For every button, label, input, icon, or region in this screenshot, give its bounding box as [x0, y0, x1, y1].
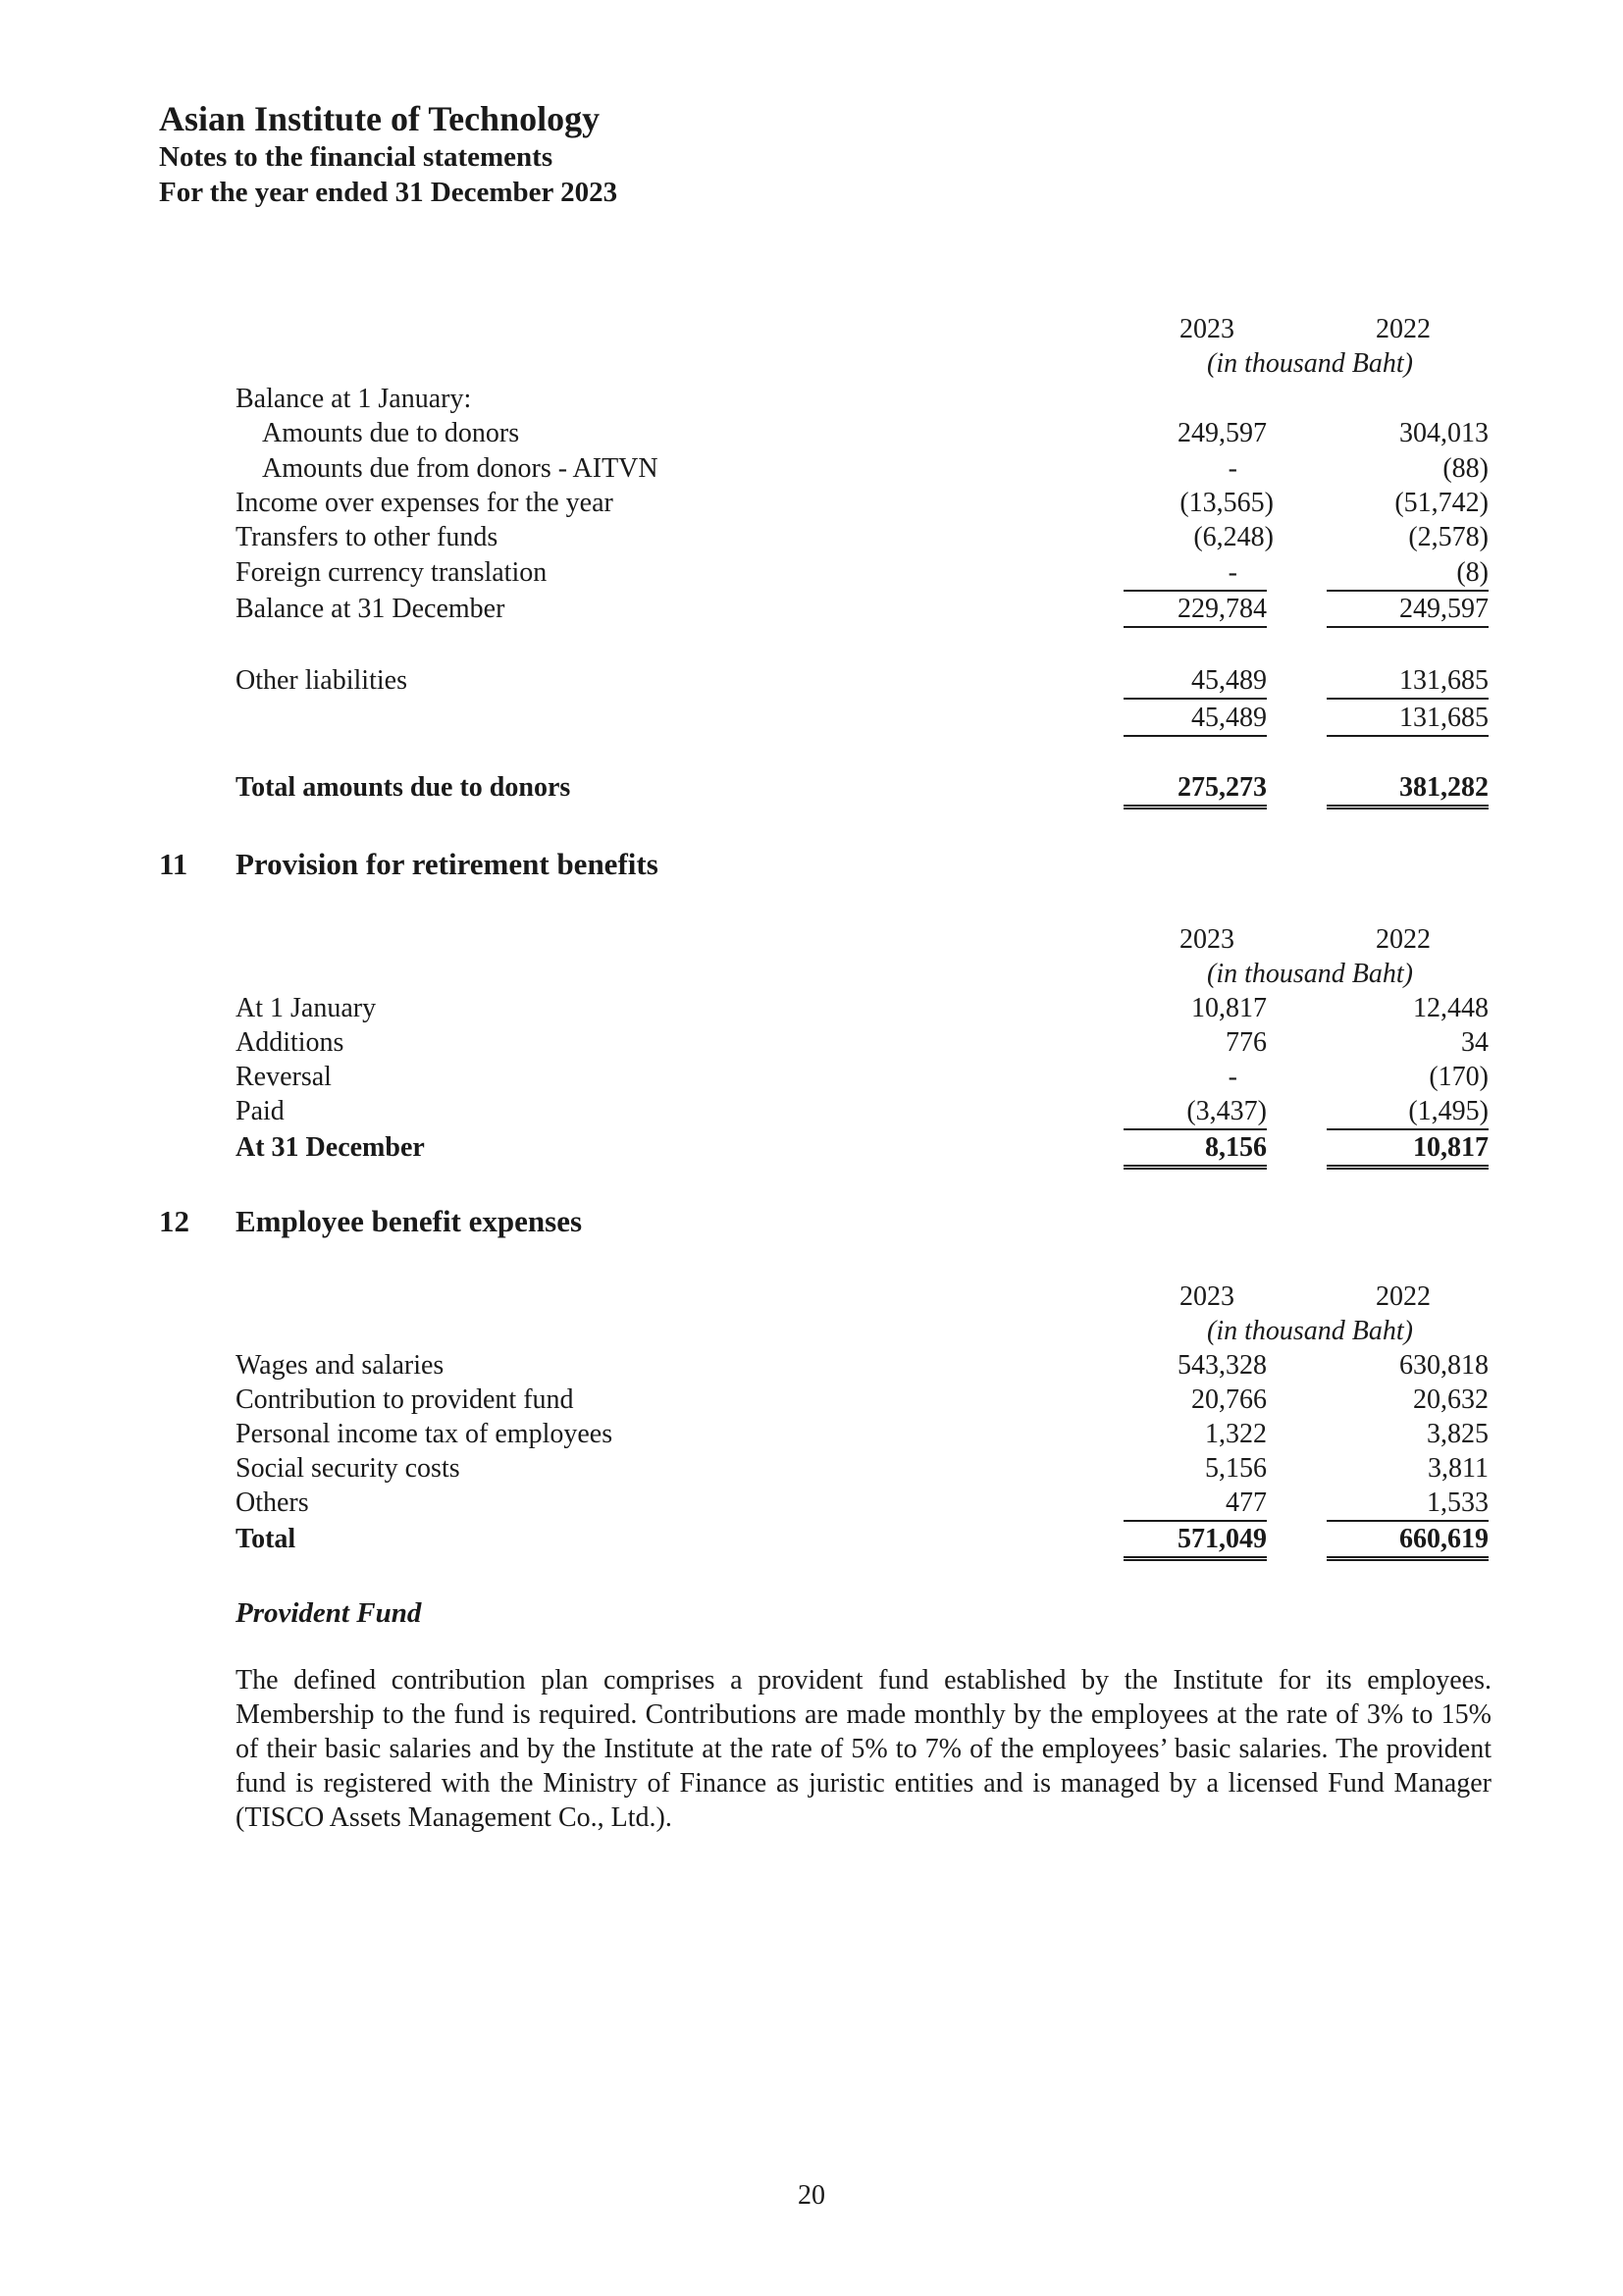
row-label: Contribution to provident fund: [236, 1384, 574, 1415]
table-row: [0, 1451, 1623, 1486]
value-2023: -: [1228, 453, 1237, 484]
subtotal-row: [0, 701, 1623, 735]
row-label: At 1 January: [236, 993, 377, 1023]
table-row: [0, 555, 1623, 590]
reporting-period: For the year ended 31 December 2023: [159, 177, 618, 208]
donors-column-header: [0, 312, 1623, 346]
value-2022: (88): [1442, 453, 1489, 484]
value-2022: 630,818: [1399, 1350, 1489, 1381]
value-2023: 249,597: [1178, 418, 1267, 448]
table-row: [0, 1383, 1623, 1417]
row-label: Transfers to other funds: [236, 522, 498, 552]
value-2022: 20,632: [1413, 1384, 1489, 1415]
total-row: [0, 1522, 1623, 1556]
table-row: [0, 592, 1623, 626]
table-row: [0, 486, 1623, 520]
value-2023: 543,328: [1178, 1350, 1267, 1381]
employee-column-header: [0, 1279, 1623, 1314]
row-label: Wages and salaries: [236, 1350, 445, 1381]
page-number: 20: [798, 2180, 825, 2211]
value-2022: (1,495): [1327, 1094, 1489, 1130]
employee-col-2022: 2022: [1376, 1281, 1431, 1312]
section-number: 12: [159, 1204, 189, 1238]
value-2022: 131,685: [1327, 663, 1489, 700]
retirement-col-2023: 2023: [1179, 924, 1234, 955]
total-2022: 660,619: [1327, 1522, 1489, 1561]
total-2022: 381,282: [1327, 770, 1489, 809]
total-label: At 31 December: [236, 1132, 425, 1163]
organization-name: Asian Institute of Technology: [159, 99, 601, 138]
value-2023: 20,766: [1191, 1384, 1267, 1415]
retirement-units: (in thousand Baht): [1207, 959, 1413, 989]
row-label: Others: [236, 1487, 309, 1518]
value-2023: -: [1228, 1062, 1237, 1092]
donors-col-2023: 2023: [1179, 314, 1234, 344]
provident-fund-title: Provident Fund: [236, 1597, 422, 1629]
subtotal-2023: 45,489: [1124, 701, 1267, 737]
value-2022: 12,448: [1413, 993, 1489, 1023]
employee-units-row: [0, 1314, 1623, 1348]
subtotal-2022: 131,685: [1327, 701, 1489, 737]
table-row: [0, 451, 1623, 486]
section-number: 11: [159, 847, 188, 881]
value-2023: -: [1124, 555, 1267, 592]
row-label: Other liabilities: [236, 665, 407, 696]
table-row: [0, 1025, 1623, 1060]
retirement-col-2022: 2022: [1376, 924, 1431, 955]
table-row: [0, 416, 1623, 450]
value-2022: (51,742): [1394, 488, 1489, 518]
employee-units: (in thousand Baht): [1207, 1316, 1413, 1346]
section-title: Provision for retirement benefits: [236, 847, 658, 881]
section-11-heading: [0, 847, 1623, 886]
donors-units-row: [0, 346, 1623, 381]
table-row: [0, 1486, 1623, 1520]
section-title: Employee benefit expenses: [236, 1204, 583, 1238]
retirement-units-row: [0, 957, 1623, 991]
total-2022: 10,817: [1327, 1130, 1489, 1170]
value-2023: 477: [1124, 1486, 1267, 1522]
row-label: Foreign currency translation: [236, 557, 548, 588]
row-label: Personal income tax of employees: [236, 1419, 613, 1449]
value-2022: (170): [1429, 1062, 1489, 1092]
provident-fund-paragraph: The defined contribution plan comprises a provident fund established by the Institute for its employees. Membership to the fund is required. Contributions are made monthly by the employees at the rate of 3% to 15% of their basic salaries and by the Institute at the rate of 5% to 7% of the employees’ basic salaries. The provident fund is registered with the Ministry of Finance as juristic entities and is managed by a licensed Fund Manager (TISCO Assets Management Co., Ltd.).: [236, 1665, 1492, 1833]
value-2023: (6,248): [1193, 522, 1274, 552]
table-row: [0, 1060, 1623, 1094]
employee-col-2023: 2023: [1179, 1281, 1234, 1312]
value-2023: 45,489: [1124, 663, 1267, 700]
row-label: Balance at 31 December: [236, 594, 505, 624]
total-2023: 8,156: [1124, 1130, 1267, 1170]
row-label: Reversal: [236, 1062, 332, 1092]
table-row: [0, 663, 1623, 698]
value-2022: 1,533: [1327, 1486, 1489, 1522]
row-label: Income over expenses for the year: [236, 488, 613, 518]
value-2022: 3,825: [1427, 1419, 1489, 1449]
value-2023: 1,322: [1205, 1419, 1267, 1449]
value-2023: 10,817: [1191, 993, 1267, 1023]
value-2022: 249,597: [1327, 592, 1489, 628]
table-row: [0, 1094, 1623, 1128]
row-label: Additions: [236, 1027, 344, 1058]
total-label: Total amounts due to donors: [236, 772, 571, 803]
row-label: Balance at 1 January:: [236, 384, 472, 414]
section-12-heading: [0, 1204, 1623, 1243]
table-row: [0, 991, 1623, 1025]
document-subtitle: Notes to the financial statements: [159, 141, 553, 173]
value-2023: 229,784: [1124, 592, 1267, 628]
value-2023: 5,156: [1205, 1453, 1267, 1484]
table-row: [0, 1417, 1623, 1451]
value-2022: 304,013: [1399, 418, 1489, 448]
donors-units: (in thousand Baht): [1207, 348, 1413, 379]
value-2022: 3,811: [1428, 1453, 1489, 1484]
row-label: Paid: [236, 1096, 285, 1126]
total-row: [0, 770, 1623, 805]
row-label: Amounts due to donors: [262, 418, 520, 448]
total-2023: 571,049: [1124, 1522, 1267, 1561]
total-2023: 275,273: [1124, 770, 1267, 809]
donors-col-2022: 2022: [1376, 314, 1431, 344]
value-2022: (2,578): [1408, 522, 1489, 552]
value-2023: 776: [1226, 1027, 1267, 1058]
value-2022: (8): [1327, 555, 1489, 592]
retirement-column-header: [0, 922, 1623, 957]
row-label: Amounts due from donors - AITVN: [262, 453, 658, 484]
row-label: Social security costs: [236, 1453, 460, 1484]
page-header: [159, 98, 617, 210]
table-row: [0, 520, 1623, 554]
value-2022: 34: [1461, 1027, 1489, 1058]
total-row: [0, 1130, 1623, 1165]
table-row: [0, 1348, 1623, 1383]
value-2023: (3,437): [1124, 1094, 1267, 1130]
total-label: Total: [236, 1524, 296, 1554]
table-row: [0, 382, 1623, 416]
value-2023: (13,565): [1179, 488, 1274, 518]
